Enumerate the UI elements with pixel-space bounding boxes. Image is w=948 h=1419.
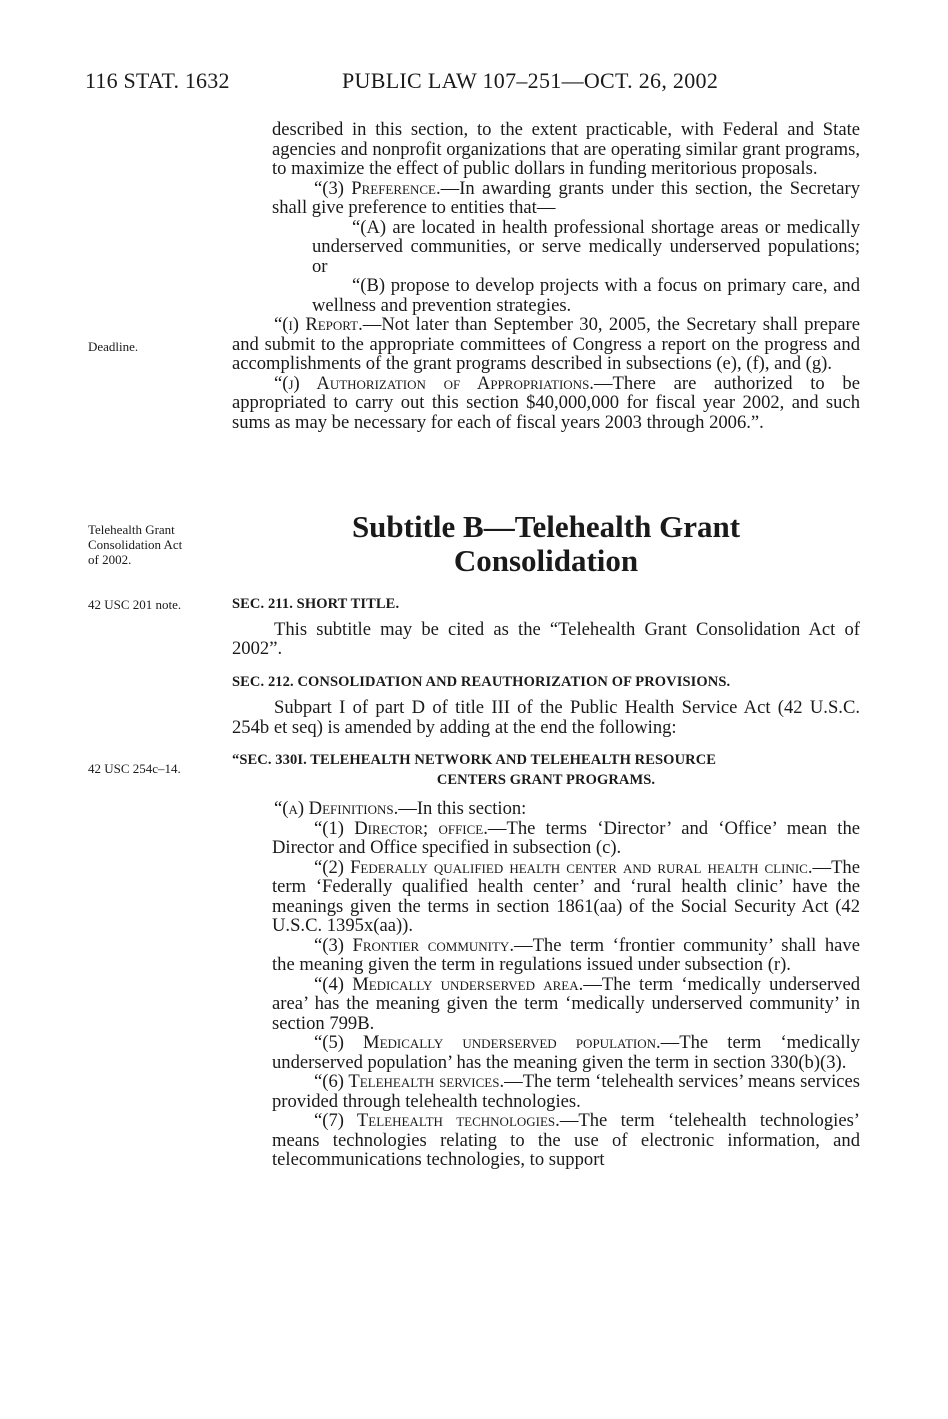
definition-3 (232, 936, 860, 975)
paragraph: “(B) propose to develop projects with a focus on primary care, and wellness and prevention strategies. (312, 275, 860, 316)
definition-5 (232, 1033, 860, 1072)
body-text-lower (232, 595, 860, 1170)
paragraph-definitions (232, 799, 860, 819)
paragraph: “(A) are located in health professional shortage areas or medically underserved communities, or serve medically underserved populations; or (312, 216, 860, 277)
paragraph: Subpart I of part D of title III of the Public Health Service Act (42 U.S.C. 254b et seq) is amended by adding at the end the following: (232, 697, 860, 738)
paragraph-text: —The term ‘frontier community’ shall have the meaning given the term in regulations issued under subsection (r). (272, 934, 860, 975)
subtitle-heading (232, 510, 860, 578)
paragraph-heading: “(a) Definitions. (274, 798, 399, 819)
paragraph-heading: “(3) Frontier community. (314, 934, 514, 956)
paragraph: This subtitle may be cited as the “Telehealth Grant Consolidation Act of 2002”. (232, 618, 860, 659)
margin-note-line: Telehealth Grant (88, 522, 175, 537)
paragraph-heading: “(1) Director; office. (314, 817, 488, 839)
paragraph-heading: “(j) Authorization of Appropriations. (274, 372, 594, 394)
paragraph-heading: “(2) Federally qualified health center and rural health clinic. (314, 856, 813, 878)
statute-page-number: 116 STAT. 1632 (85, 68, 230, 93)
paragraph-text: —The term ‘medically underserved population’ has the meaning given the term in section 330(b)(3). (272, 1032, 860, 1073)
margin-note-line: of 2002. (88, 552, 132, 567)
margin-note-usc-254: 42 USC 254c–14. (88, 761, 181, 776)
paragraph-heading: “(i) Report. (274, 314, 363, 335)
definition-2 (232, 858, 860, 936)
section-heading: “SEC. 330I. TELEHEALTH NETWORK AND TELEHEALTH RESOURCE (232, 752, 717, 768)
section-heading: SEC. 211. SHORT TITLE. (232, 596, 400, 612)
body-text-upper (232, 120, 860, 432)
paragraph-text: —The term ‘Federally qualified health center’ and ‘rural health clinic’ have the meanings given the terms in section 1861(aa) of the Social Security Act (42 U.S.C. 1395x(aa)). (272, 856, 860, 936)
paragraph-text: —In awarding grants under this section, the Secretary shall give preference to entities that— (272, 177, 860, 218)
paragraph-text: —The term ‘telehealth services’ means services provided through telehealth technologies. (272, 1071, 860, 1112)
paragraph-heading: “(5) Medically underserved population. (314, 1032, 661, 1053)
paragraph-text: —The term ‘telehealth technologies’ means technologies relating to the use of electronic information, and telecommunications technologies, to support (272, 1110, 860, 1170)
paragraph-preference (232, 179, 860, 218)
paragraph-text: —The terms ‘Director’ and ‘Office’ mean the Director and Office specified in subsection (c). (272, 817, 860, 858)
margin-note-line: Consolidation Act (88, 537, 183, 552)
paragraph-text: —There are authorized to be appropriated to carry out this section $40,000,000 for fiscal year 2002, and such sums as may be necessary for each of fiscal years 2003 through 2006.”. (232, 372, 860, 433)
paragraph-text: —The term ‘medically underserved area’ has the meaning given the term ‘medically underserved community’ in section 799B. (272, 973, 860, 1034)
paragraph-heading: “(3) Preference. (314, 177, 441, 199)
definition-6 (232, 1072, 860, 1111)
paragraph: described in this section, to the extent practicable, with Federal and State agencies and nonprofit organizations that are operating similar grant programs, to maximize the effect of public dollars in funding meritorious proposals. (272, 119, 860, 179)
definition-7 (232, 1111, 860, 1170)
paragraph-report (232, 315, 860, 374)
section-heading: SEC. 212. CONSOLIDATION AND REAUTHORIZATION OF PROVISIONS. (232, 673, 731, 690)
paragraph-text: —In this section: (398, 798, 527, 819)
margin-note-deadline: Deadline. (88, 339, 139, 354)
margin-note-short-title (88, 522, 228, 567)
paragraph-heading: “(7) Telehealth technologies. (314, 1110, 560, 1131)
paragraph-text: —Not later than September 30, 2005, the Secretary shall prepare and submit to the appropriate committees of Congress a report on the progress and accomplishments of the grant programs described in subsections (e), (f), and (g). (232, 314, 860, 374)
definition-4 (232, 975, 860, 1034)
subtitle-line: Consolidation (453, 543, 639, 578)
section-heading: CENTERS GRANT PROGRAMS. (436, 771, 656, 788)
subtitle-line: Subtitle B—Telehealth Grant (351, 509, 741, 544)
definition-1 (232, 819, 860, 858)
paragraph-heading: “(6) Telehealth services. (314, 1071, 505, 1092)
public-law-header: PUBLIC LAW 107–251—OCT. 26, 2002 (342, 68, 719, 93)
paragraph-heading: “(4) Medically underserved area. (314, 973, 584, 995)
margin-note-usc-201: 42 USC 201 note. (88, 597, 182, 612)
paragraph-authorization (232, 374, 860, 433)
